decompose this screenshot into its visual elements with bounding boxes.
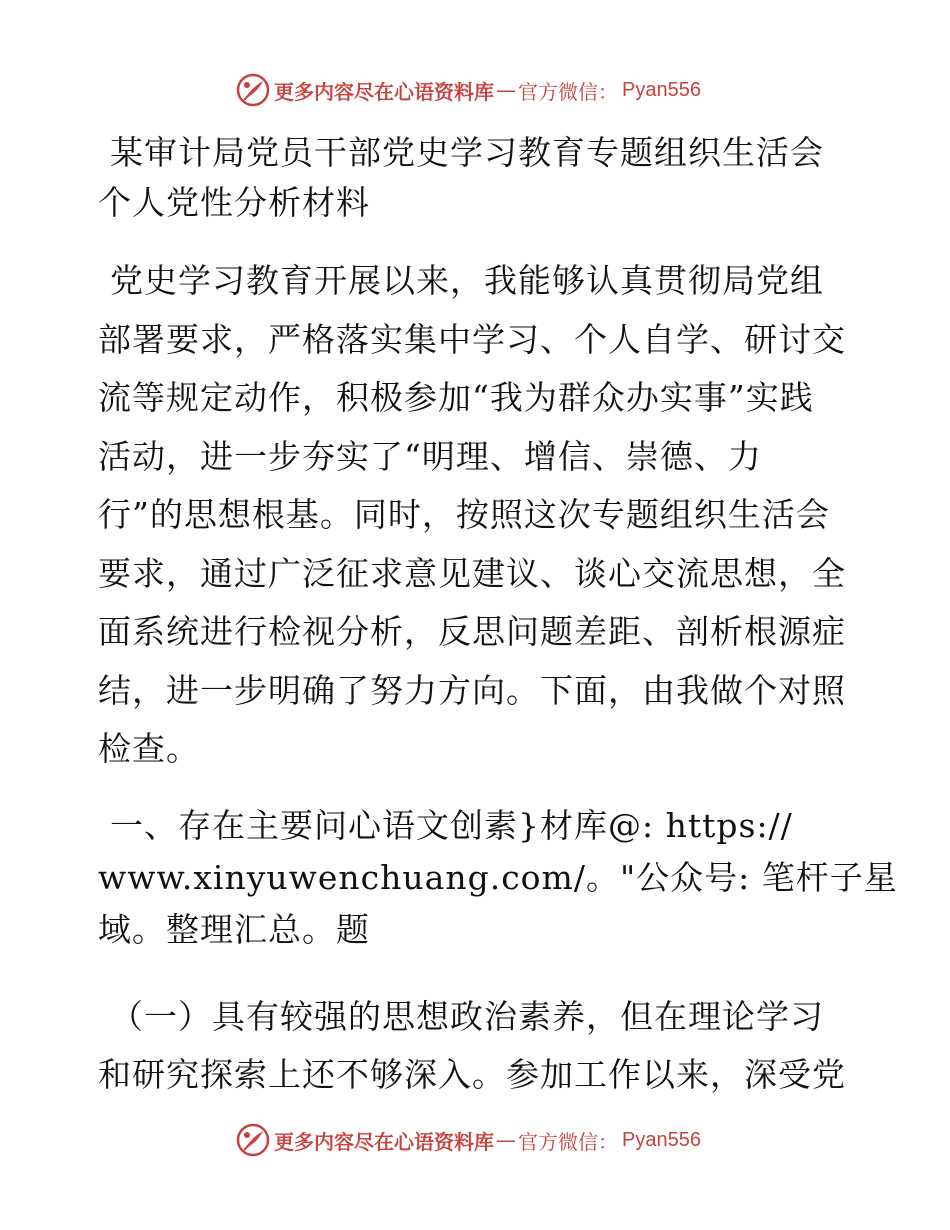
watermark-wechat-id: Pyan556 — [622, 1128, 701, 1151]
document-title — [98, 128, 858, 228]
paragraph-line: 流等规定动作，积极参加“我为群众办实事”实践 — [98, 378, 814, 417]
paragraph-line: 部署要求，严格落实集中学习、个人自学、研讨交 — [98, 319, 846, 359]
subsection-1 — [98, 988, 858, 1104]
paragraph-line: 党史学习教育开展以来，我能够认真贯彻局党组 — [110, 261, 824, 300]
paragraph-line: 结，进一步明确了努力方向。下面，由我做个对照 — [98, 670, 846, 710]
section-line: www.xinyuwenchuang.com/。"公众号: 笔杆子星 — [98, 858, 898, 897]
title-line: 个人党性分析材料 — [98, 183, 370, 222]
watermark-separator: — — [496, 78, 516, 102]
paragraph-line: 要求，通过广泛征求意见建议、谈心交流思想，全 — [98, 553, 846, 593]
section-line: 域。整理汇总。题 — [98, 910, 370, 949]
title-line: 某审计局党员干部党史学习教育专题组织生活会 — [110, 133, 824, 172]
paragraph-line: 面系统进行检视分析，反思问题差距、剖析根源症 — [98, 612, 846, 651]
watermark-brand: 更多内容尽在心语资料库 — [274, 79, 494, 104]
watermark-banner-top — [236, 73, 701, 107]
paragraph-line: 活动，进一步夯实了“明理、增信、崇德、力 — [98, 436, 762, 476]
watermark-official-label: 官方微信： — [518, 79, 618, 104]
feather-logo-icon — [236, 1123, 270, 1157]
watermark-banner-bottom — [236, 1123, 701, 1157]
watermark-official-label: 官方微信： — [518, 1129, 618, 1154]
paragraph-line: 行”的思想根基。同时，按照这次专题组织生活会 — [98, 495, 830, 534]
section-line: 一、存在主要问心语文创素}材库@: https:// — [110, 806, 793, 845]
watermark-separator: — — [496, 1128, 516, 1152]
intro-paragraph — [98, 252, 858, 779]
section-heading-1 — [98, 800, 898, 956]
paragraph-line: 检查。 — [98, 729, 200, 768]
feather-logo-icon — [236, 73, 270, 107]
watermark-brand: 更多内容尽在心语资料库 — [274, 1129, 494, 1154]
subsection-line: （一）具有较强的思想政治素养，但在理论学习 — [110, 997, 824, 1036]
subsection-line: 和研究探索上还不够深入。参加工作以来，深受党 — [98, 1055, 846, 1094]
watermark-wechat-id: Pyan556 — [622, 78, 701, 101]
